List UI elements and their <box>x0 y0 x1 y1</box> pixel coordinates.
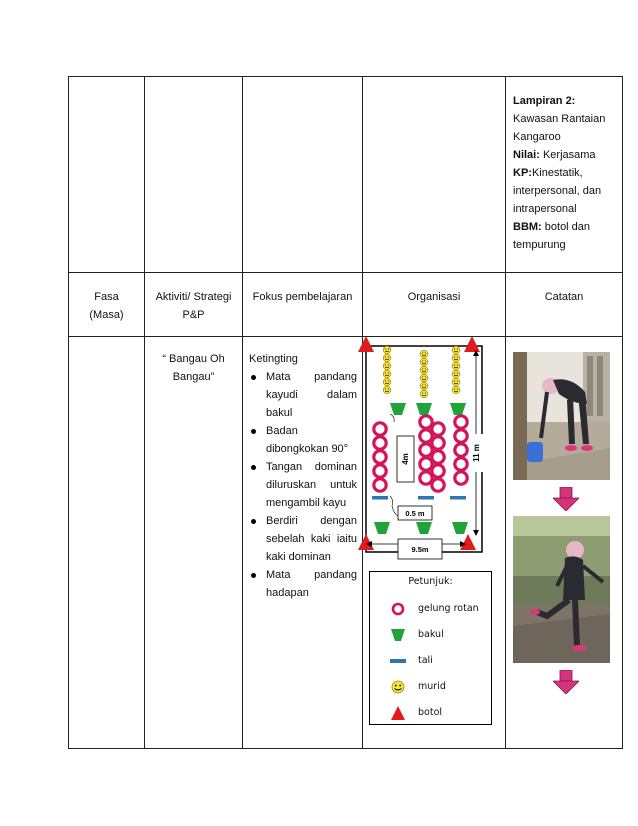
header-aktiviti-line2: P&P <box>182 309 205 321</box>
lampiran-subtitle: Kawasan Rantaian Kangaroo <box>513 113 606 143</box>
label-05m: 0.5 m <box>405 509 425 518</box>
gelung-column <box>374 423 386 491</box>
bbm-value: botol dan tempurung <box>513 221 591 251</box>
fokus-item: Badan dibongkokan 90° <box>249 422 357 458</box>
label-95m: 9.5m <box>411 545 429 554</box>
down-arrow-icon <box>553 670 579 694</box>
murid-column <box>420 350 428 398</box>
bakul-icon <box>416 403 432 415</box>
down-arrow-icon <box>553 487 579 511</box>
header-fokus: Fokus pembelajaran <box>252 291 353 303</box>
court-diagram <box>358 336 490 566</box>
header-catatan: Catatan <box>544 291 584 303</box>
fokus-item: Berdiri dengan sebelah kaki iaitu kaki dominan <box>249 512 357 566</box>
aktiviti-line1: “ Bangau Oh <box>162 353 225 365</box>
bakul-icon <box>390 403 406 415</box>
murid-column <box>452 346 460 394</box>
fokus-list <box>249 368 357 602</box>
bakul-icon <box>416 522 432 534</box>
fokus-item: Tangan dominan diluruskan untuk mengambil kayu <box>249 458 357 512</box>
header-aktiviti-line1: Aktiviti/ Strategi <box>155 291 232 303</box>
botol-icon <box>464 336 480 352</box>
fokus-title: Ketingting <box>249 353 298 365</box>
legend-label: bakul <box>418 629 444 640</box>
fokus-item: Mata pandang kayudi dalam bakul <box>249 368 357 422</box>
bakul-icon <box>374 522 390 534</box>
legend-label: tali <box>418 655 433 666</box>
aktiviti-text <box>145 350 242 386</box>
bakul-icon <box>452 522 468 534</box>
fokus-content <box>249 350 357 602</box>
gelung-column <box>455 416 467 484</box>
nilai-label: Nilai: <box>513 149 540 161</box>
aktiviti-line2: Bangau” <box>172 371 215 383</box>
tali-icon <box>450 496 466 500</box>
kp-label: KP: <box>513 167 532 179</box>
lampiran-info <box>513 92 619 254</box>
bbm-label: BBM: <box>513 221 542 233</box>
header-aktiviti <box>145 288 242 324</box>
header-masa-label: (Masa) <box>89 309 124 321</box>
tali-icon <box>418 496 434 500</box>
fokus-item: Mata pandang hadapan <box>249 566 357 602</box>
tali-icon <box>372 496 388 500</box>
legend-title: Petunjuk: <box>408 576 453 587</box>
nilai-value: Kerjasama <box>539 149 596 161</box>
murid-column <box>383 346 391 394</box>
botol-icon <box>390 706 406 720</box>
bakul-icon <box>450 403 466 415</box>
photo-student-bending <box>513 352 610 480</box>
header-fasa-label: Fasa <box>94 291 119 303</box>
label-4m: 4m <box>401 453 410 465</box>
legend-label: murid <box>418 681 446 692</box>
legend-box <box>369 571 492 725</box>
header-organisasi: Organisasi <box>407 291 461 303</box>
lampiran-title: Lampiran 2: <box>513 95 576 107</box>
legend-label: gelung rotan <box>418 603 479 614</box>
photo-student-one-leg <box>513 516 610 663</box>
bakul-icon <box>390 628 406 642</box>
header-fasa <box>69 288 144 324</box>
botol-icon <box>358 336 374 352</box>
label-11m: 11 m <box>472 444 481 462</box>
gelung-column <box>420 416 444 491</box>
kp-value: Kinestatik, interpersonal, dan intrapersonal <box>513 167 602 215</box>
gelung-rotan-icon <box>390 602 406 616</box>
legend-label: botol <box>418 707 443 718</box>
botol-icon <box>460 534 476 550</box>
murid-icon <box>390 680 406 694</box>
tali-icon <box>390 654 406 668</box>
